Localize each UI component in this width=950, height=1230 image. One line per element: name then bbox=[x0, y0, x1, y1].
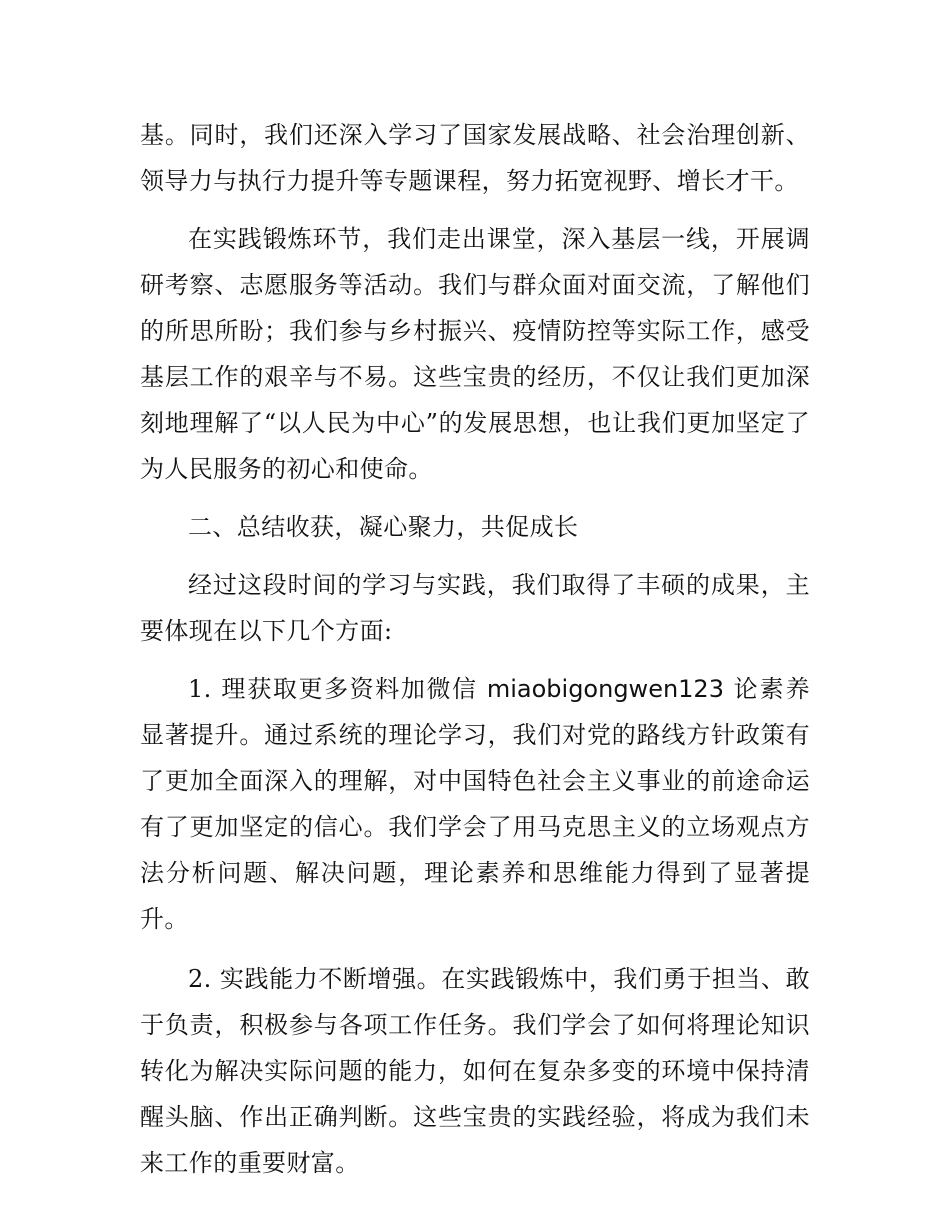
watermark-text: 获取更多资料加微信 miaobigongwen123 bbox=[247, 675, 724, 703]
list-item-2: 2. 实践能力不断增强。在实践锻炼中，我们勇于担当、敢于负责，积极参与各项工作任务。我们学会了如何将理论知识转化为解决实际问题的能力，如何在复杂多变的环境中保持清醒头脑、作出正确判断。这些宝贵的实践经验，将成为我们未来工作的重要财富。 bbox=[140, 965, 810, 1177]
list-item-1 bbox=[140, 666, 810, 942]
paragraph-study-continuation: 基。同时，我们还深入学习了国家发展战略、社会治理创新、领导力与执行力提升等专题课程，努力拓宽视野、增长才干。 bbox=[140, 121, 810, 195]
list-item-1-text: 论素养显著提升。通过系统的理论学习，我们对党的路线方针政策有了更加全面深入的理解，对中国特色社会主义事业的前途命运有了更加坚定的信心。我们学会了用马克思主义的立场观点方法分析问题、解决问题，理论素养和思维能力得到了显著提升。 bbox=[140, 675, 810, 933]
paragraph-practice: 在实践锻炼环节，我们走出课堂，深入基层一线，开展调研考察、志愿服务等活动。我们与群众面对面交流，了解他们的所思所盼；我们参与乡村振兴、疫情防控等实际工作，感受基层工作的艰辛与不易。这些宝贵的经历，不仅让我们更加深刻地理解了“以人民为中心”的发展思想，也让我们更加坚定了为人民服务的初心和使命。 bbox=[140, 225, 810, 483]
document-body bbox=[140, 112, 810, 1186]
section-heading-2: 二、总结收获，凝心聚力，共促成长 bbox=[188, 513, 579, 541]
list-item-1-prefix: 1. 理 bbox=[188, 675, 248, 703]
paragraph-results-intro: 经过这段时间的学习与实践，我们取得了丰硕的成果，主要体现在以下几个方面: bbox=[140, 571, 810, 645]
